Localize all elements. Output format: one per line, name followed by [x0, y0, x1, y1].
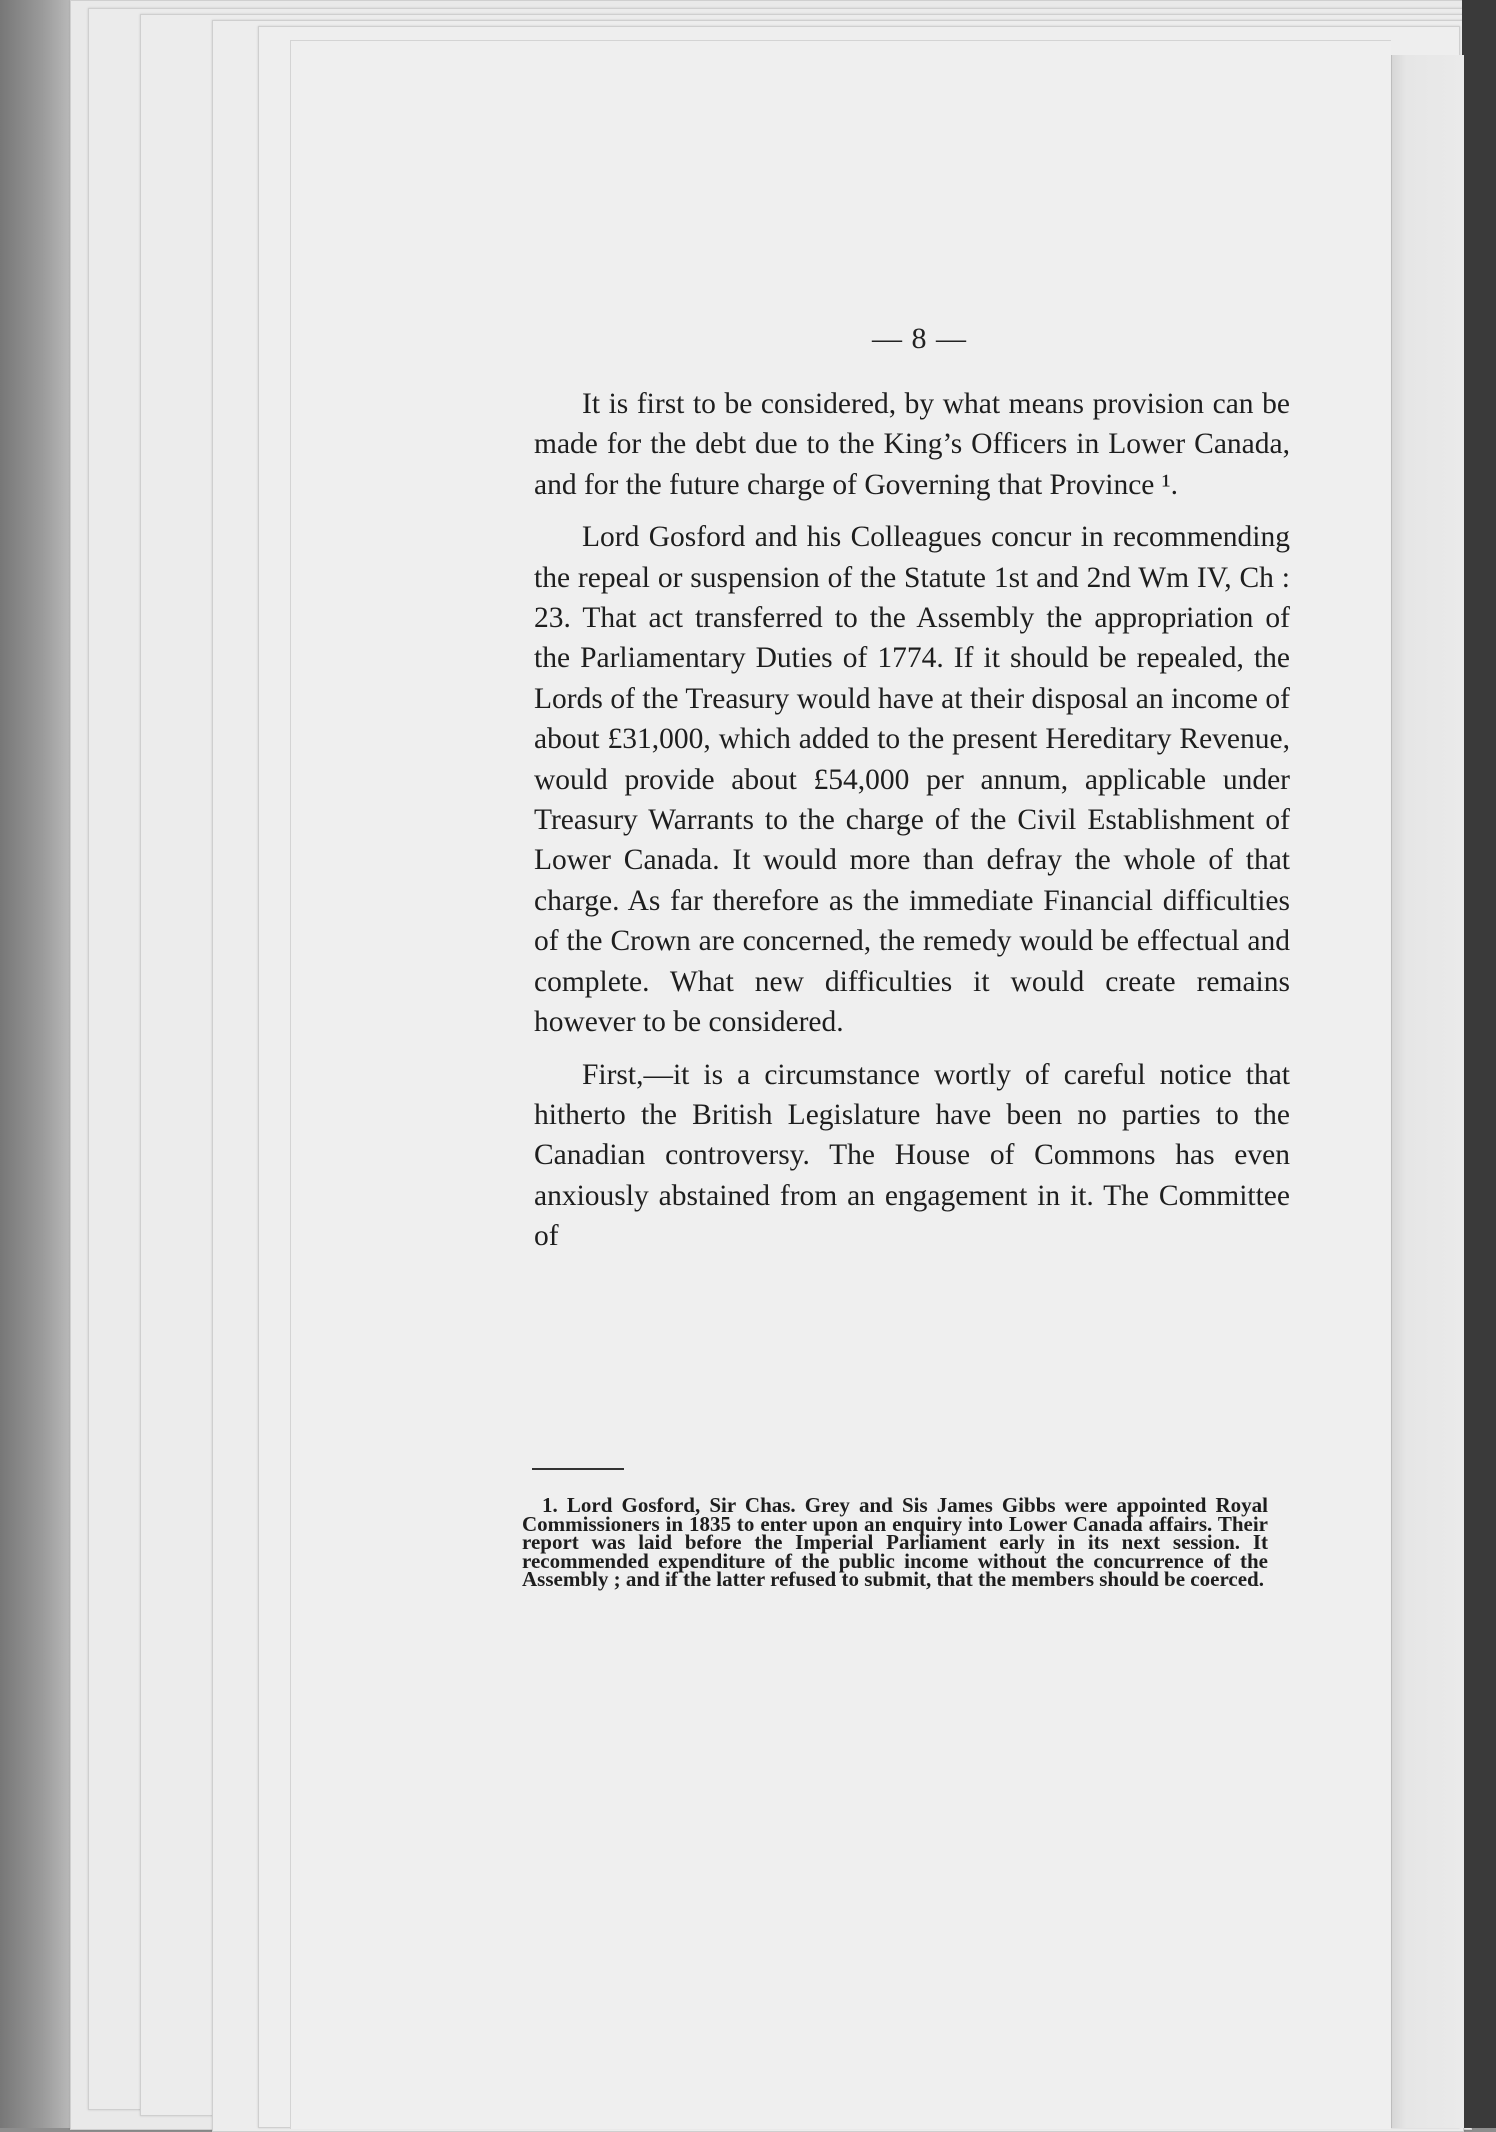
- paragraph: Lord Gosford and his Colleagues concur in recommending the repeal or suspension of the Statute 1st and 2nd Wm IV, Ch : 23. That act transferred to the Assembly the appropriation of the Parliamentary Duties of 1774. If it should be repealed, the Lords of the Treasury would have at their disposal an income of about £31,000, which added to the present Hereditary Revenue, would provide about £54,000 per annum, applicable under Treasury Warrants to the charge of the Civil Establishment of Lower Canada. It would more than defray the whole of that charge. As far therefore as the immediate Financial difficulties of the Crown are concerned, the remedy would be effectual and complete. What new difficulties it would create remains however to be considered.: [534, 521, 1290, 1039]
- page-number: — 8 —: [872, 322, 967, 355]
- footnote-divider: [532, 1468, 624, 1470]
- footnote: [522, 1493, 1268, 1591]
- scanner-background-left: [0, 0, 70, 2128]
- scanner-background-right: [1462, 0, 1496, 2128]
- paragraph: It is first to be considered, by what means provision can be made for the debt due to the King’s Officers in Lower Canada, and for the future charge of Governing that Province ¹.: [534, 388, 1290, 501]
- adjacent-page-edge: [1390, 55, 1464, 2128]
- body-text: [534, 384, 1290, 1269]
- paragraph: First,—it is a circumstance wortly of careful notice that hitherto the British Legislature have been no parties to the Canadian controversy. The House of Commons has even anxiously abstained from an engagement in it. The Committee of: [534, 1058, 1290, 1253]
- footnote-text: 1. Lord Gosford, Sir Chas. Grey and Sis James Gibbs were appointed Royal Commissioners in 1835 to enter upon an enquiry into Lower Canada affairs. Their report was laid before the Imperial Parliament early in its next session. It recommended expenditure of the public income without the concurrence of the Assembly ; and if the latter refused to submit, that the members should be coerced.: [522, 1493, 1268, 1591]
